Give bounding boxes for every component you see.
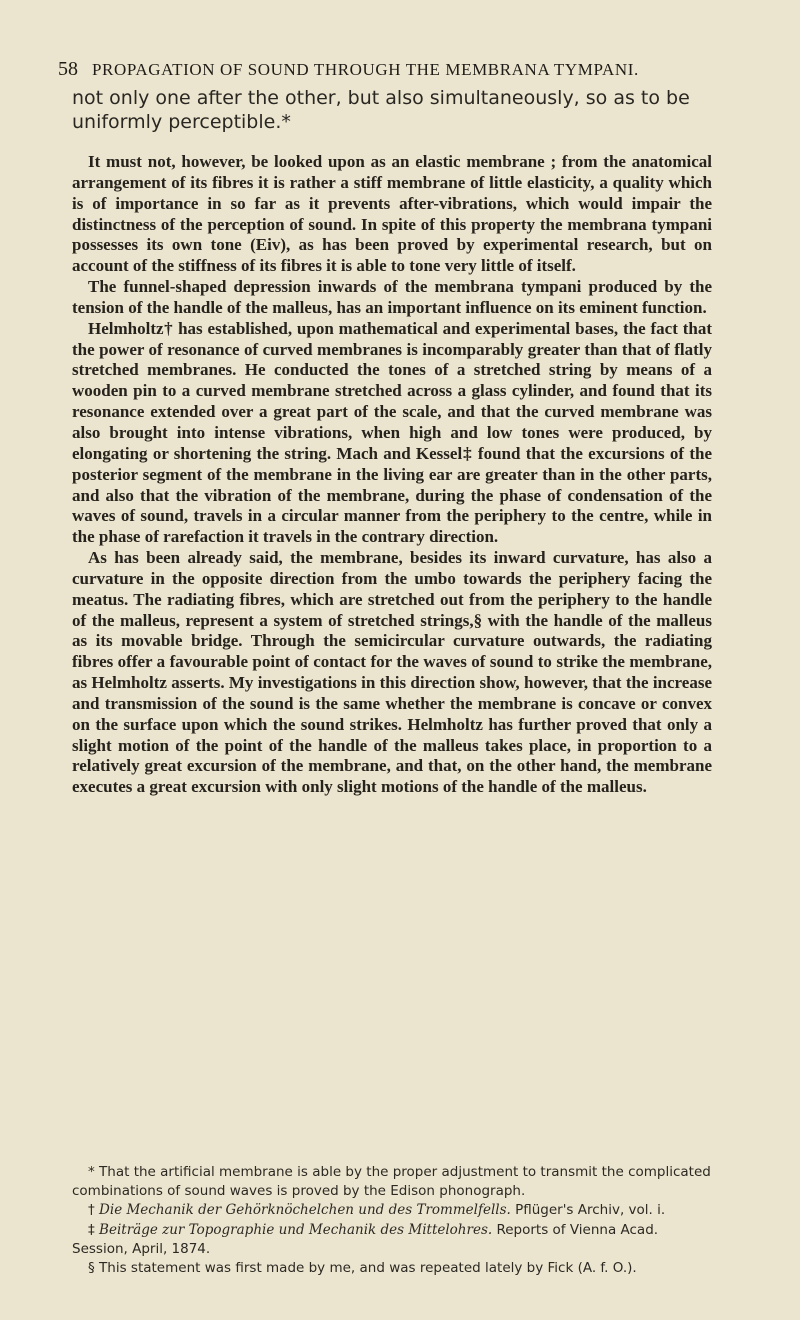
footnote-mark: † <box>88 1202 100 1219</box>
footnote-mark: ‡ <box>88 1221 100 1238</box>
footnote <box>72 1221 712 1259</box>
page-number: 58 <box>58 58 78 80</box>
footnote <box>72 1201 712 1220</box>
running-title: PROPAGATION OF SOUND THROUGH THE MEMBRANA TYMPANI. <box>92 60 639 79</box>
footnote: § This statement was first made by me, and was repeated lately by Fick (A. f. O.). <box>88 1260 637 1277</box>
footnote-title: Die Mechanik der Gehörknöchelchen und des Trommelfells. <box>99 1202 511 1219</box>
paragraph: As has been already said, the membrane, besides its inward curvature, has also a curvature in the opposite direction from the umbo towards the periphery facing the meatus. The radiating fibres, which are stretched out from the periphery to the handle of the malleus, represent a system of stretched strings,§ with the handle of the malleus as its movable bridge. Through the semicircular curvature outwards, the radiating fibres offer a favourable point of contact for the waves of sound to strike the membrane, as Helmholtz asserts. My investigations in this direction show, however, that the increase and transmission of the sound is the same whether the membrane is concave or convex on the surface upon which the sound strikes. Helmholtz has further proved that only a slight motion of the point of the handle of the malleus takes place, in proportion to a relatively great excursion of the membrane, and that, on the other hand, the membrane executes a great excursion with only slight motions of the handle of the malleus. <box>72 548 712 797</box>
paragraph: The funnel-shaped depression inwards of the membrana tympani produced by the tension of the handle of the malleus, has an important influence on its eminent function. <box>72 277 712 317</box>
footnote-source: Reports of Vienna Acad. Session, April, 1874. <box>72 1221 659 1257</box>
footnote-title: Beiträge zur Topographie und Mechanik des Mittelohres. <box>99 1221 493 1238</box>
page-header <box>58 58 738 81</box>
paragraph: Helmholtz† has established, upon mathematical and experimental bases, the fact that the power of resonance of curved membranes is incomparably greater than that of flatly stretched membranes. He conducted the tones of a stretched string by means of a wooden pin to a curved membrane stretched across a glass cylinder, and found that its resonance extended over a great part of the scale, and that the curved membrane was also brought into intense vibrations, when high and low tones were produced, by elongating or shortening the string. Mach and Kessel‡ found that the excursions of the posterior segment of the membrane in the living ear are greater than in the other parts, and also that the vibration of the membrane, during the phase of condensation of the waves of sound, travels in a circular manner from the periphery to the centre, while in the phase of rarefaction it travels in the contrary direction. <box>72 318 712 547</box>
footnote-source: Pflüger's Archiv, vol. i. <box>510 1202 666 1219</box>
continuation-text: not only one after the other, but also simultaneously, so as to be uniformly perceptible.* <box>72 87 690 133</box>
paragraph: It must not, however, be looked upon as an elastic membrane ; from the anatomical arrangement of its fibres it is rather a stiff membrane of little elasticity, a quality which is of importance in so far as it prevents after-vibrations, which would impair the distinctness of the perception of sound. In spite of this property the membrana tympani possesses its own tone (Eiv), as has been proved by experimental research, but on account of the stiffness of its fibres it is able to tone very little of itself. <box>72 152 712 276</box>
footnote: * That the artificial membrane is able by the proper adjustment to transmit the complicated combinations of sound waves is proved by the Edison phonograph. <box>72 1164 711 1200</box>
main-text <box>72 152 712 798</box>
footnotes <box>72 1163 712 1278</box>
